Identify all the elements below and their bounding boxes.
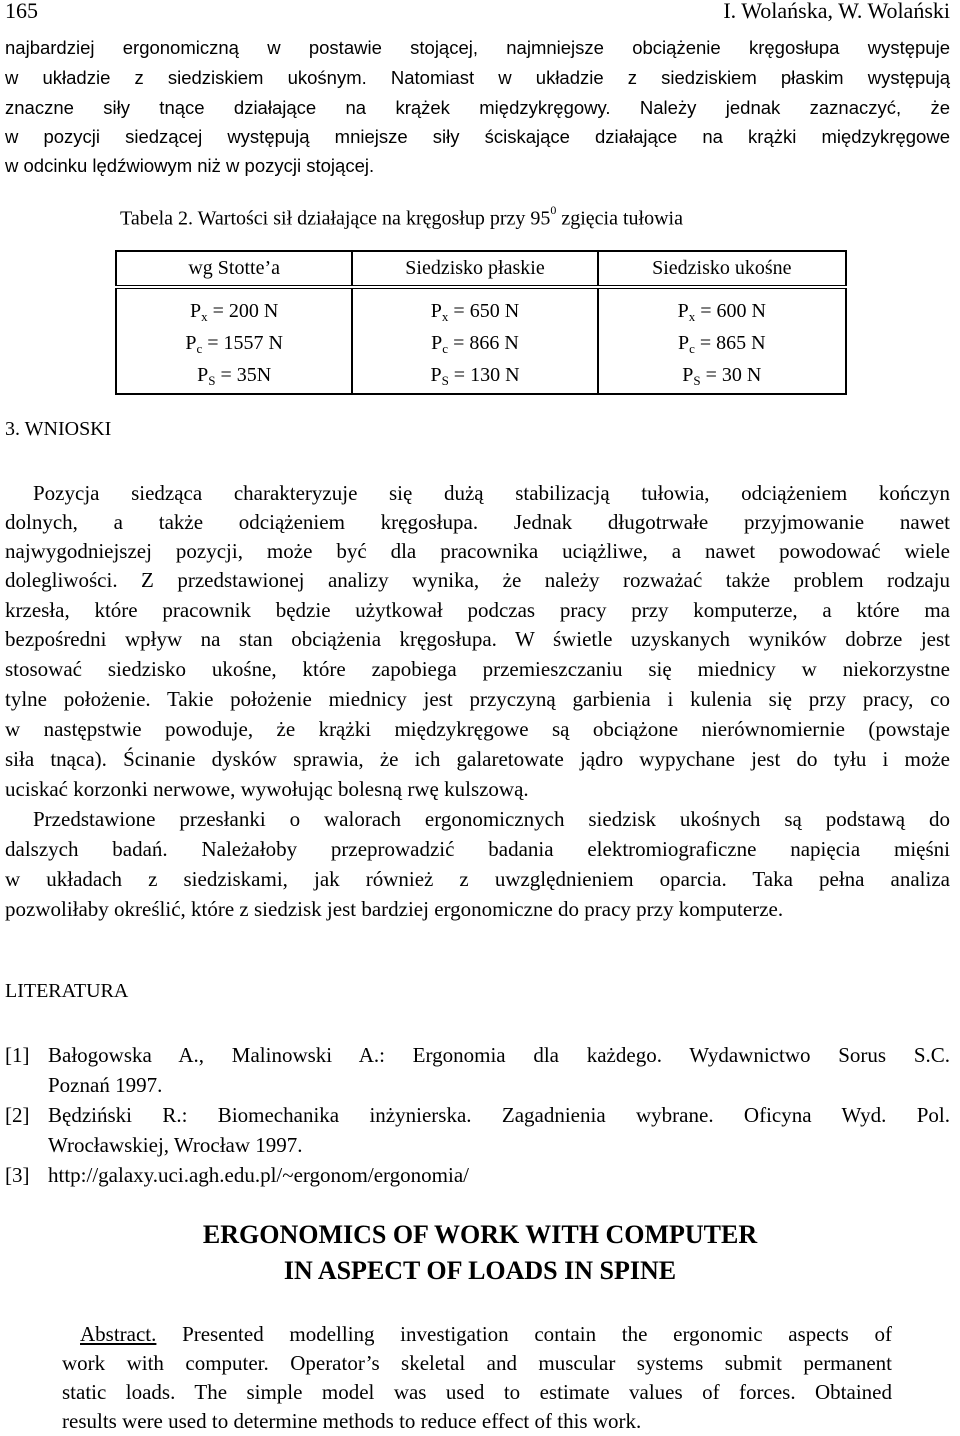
- abstract-line: [80, 1320, 892, 1349]
- intro-line: w układzie z siedziskiem ukośnym. Natomiast w układzie z siedziskiem płaskim występują: [5, 67, 950, 88]
- abstract-line: results were used to determine methods to reduce effect of this work.: [62, 1409, 642, 1433]
- reference-text: Poznań 1997.: [48, 1073, 163, 1097]
- abstract-line: work with computer. Operator’s skeletal and muscular systems submit permanent: [62, 1351, 892, 1375]
- reference-text: Bałogowska A., Malinowski A.: Ergonomia dla każdego. Wydawnictwo Sorus S.C.: [48, 1043, 950, 1067]
- column-header-flat-seat: Siedzisko płaskie: [352, 251, 597, 287]
- conclusion-line: najwygodniejszej pozycji, może być dla pracownika uciążliwe, a nawet powodować wiele: [5, 539, 950, 563]
- conclusion-line: krzesła, które pracownik będzie użytkował podczas pracy przy komputerze, a które ma: [5, 598, 950, 622]
- conclusion-line: uciskać korzonki nerwowe, wywołując bolesną rwę kulszową.: [5, 777, 529, 801]
- table-cell: $P_S = 130$ N: [352, 359, 597, 394]
- table-caption-text-end: zgięcia tułowia: [556, 207, 683, 230]
- table-cell: $P_S = 35N$: [116, 359, 352, 394]
- conclusion-line: dolegliwości. Z przedstawionej analizy wynika, że należy rozważać także problem rodzaju: [5, 568, 950, 592]
- intro-line: najbardziej ergonomiczną w postawie stojącej, najmniejsze obciążenie kręgosłupa występuje: [5, 37, 950, 58]
- intro-line: w pozycji siedzącej występują mniejsze siły ściskające działające na krążki międzykręgowe: [5, 126, 950, 147]
- running-header-authors: I. Wolańska, W. Wolański: [723, 0, 950, 23]
- forces-table: [115, 250, 847, 395]
- reference-url: http://galaxy.uci.agh.edu.pl/~ergonom/ergonomia/: [48, 1163, 469, 1187]
- table-caption: [120, 203, 683, 231]
- section-heading-conclusions: 3. WNIOSKI: [5, 418, 112, 440]
- reference-number: [1]: [5, 1043, 30, 1067]
- abstract-label: Abstract.: [80, 1322, 157, 1346]
- conclusion-line: stosować siedzisko ukośne, które zapobiega przemieszczaniu się miednicy w niekorzystne: [5, 657, 950, 681]
- literature-heading: LITERATURA: [5, 980, 129, 1002]
- conclusion-line: w następstwie powoduje, że krążki międzykręgowe są obciążone nierównomiernie (powstaje: [5, 717, 950, 741]
- conclusion-line: w układach z siedziskami, jak również z uwzględnieniem oparcia. Taka pełna analiza: [5, 867, 950, 891]
- conclusion-line: tylne położenie. Takie położenie miednicy jest przyczyną garbienia i kulenia się przy pracy, co: [5, 687, 950, 711]
- english-title-line: ERGONOMICS OF WORK WITH COMPUTER: [202, 1220, 758, 1249]
- intro-line: znaczne siły tnące działające na krążek międzykręgowy. Należy jednak zaznaczyć, że: [5, 97, 950, 118]
- conclusion-line: pozwoliłaby określić, które z siedzisk jest bardziej ergonomiczne do pracy przy komputerze.: [5, 897, 784, 921]
- table-row: [116, 287, 846, 327]
- reference-text: Będziński R.: Biomechanika inżynierska. Zagadnienia wybrane. Oficyna Wyd. Pol.: [48, 1103, 950, 1127]
- table-row: [116, 359, 846, 394]
- conclusion-line: Pozycja siedząca charakteryzuje się dużą stabilizacją tułowia, odciążeniem kończyn: [33, 481, 950, 505]
- table-cell: $P_c = 866$ N: [352, 327, 597, 359]
- table-cell: $P_c = 1557$ N: [116, 327, 352, 359]
- conclusion-line: Przedstawione przesłanki o walorach ergonomicznych siedzisk ukośnych są podstawą do: [33, 807, 950, 831]
- english-title-line: IN ASPECT OF LOADS IN SPINE: [283, 1256, 677, 1285]
- table-caption-superscript: 0: [550, 203, 557, 217]
- table-cell: $P_x = 200$ N: [116, 287, 352, 327]
- reference-text: Wrocławskiej, Wrocław 1997.: [48, 1133, 303, 1157]
- conclusion-line: dolnych, a także odciążeniem kręgosłupa. Jednak długotrwałe przyjmowanie nawet: [5, 510, 950, 534]
- conclusion-line: dalszych badań. Należałoby przeprowadzić badania elektromiograficzne napięcia mięśni: [5, 837, 950, 861]
- reference-item: [5, 1040, 950, 1070]
- table-row: [116, 327, 846, 359]
- table-header-row: [116, 251, 846, 287]
- reference-number: [3]: [5, 1163, 30, 1187]
- abstract-text: Presented modelling investigation contain the ergonomic aspects of: [156, 1322, 892, 1346]
- reference-number: [2]: [5, 1103, 30, 1127]
- conclusion-line: siła tnąca). Ścinanie dysków sprawia, że ich galaretowate jądro wypychane jest do tyłu i może: [5, 747, 950, 771]
- table-cell: $P_x = 650$ N: [352, 287, 597, 327]
- table-cell: $P_x = 600$ N: [598, 287, 846, 327]
- reference-item: [5, 1100, 950, 1130]
- abstract-line: static loads. The simple model was used to estimate values of forces. Obtained: [62, 1380, 892, 1404]
- reference-continuation: [5, 1130, 950, 1160]
- column-header-tilted-seat: Siedzisko ukośne: [598, 251, 846, 287]
- conclusion-line: bezpośredni wpływ na stan obciążenia kręgosłupa. W świetle uzyskanych wyników dobrze jest: [5, 627, 950, 651]
- reference-continuation: [5, 1070, 950, 1100]
- table-cell: $P_c = 865$ N: [598, 327, 846, 359]
- reference-item: [5, 1160, 950, 1190]
- table-cell: $P_S = 30$ N: [598, 359, 846, 394]
- intro-line: w odcinku lędźwiowym niż w pozycji stojącej.: [5, 155, 375, 176]
- page-number: 165: [5, 0, 38, 23]
- column-header-stotte: wg Stotte’a: [116, 251, 352, 287]
- table-caption-text: Tabela 2. Wartości sił działające na kręgosłup przy 95: [120, 207, 551, 230]
